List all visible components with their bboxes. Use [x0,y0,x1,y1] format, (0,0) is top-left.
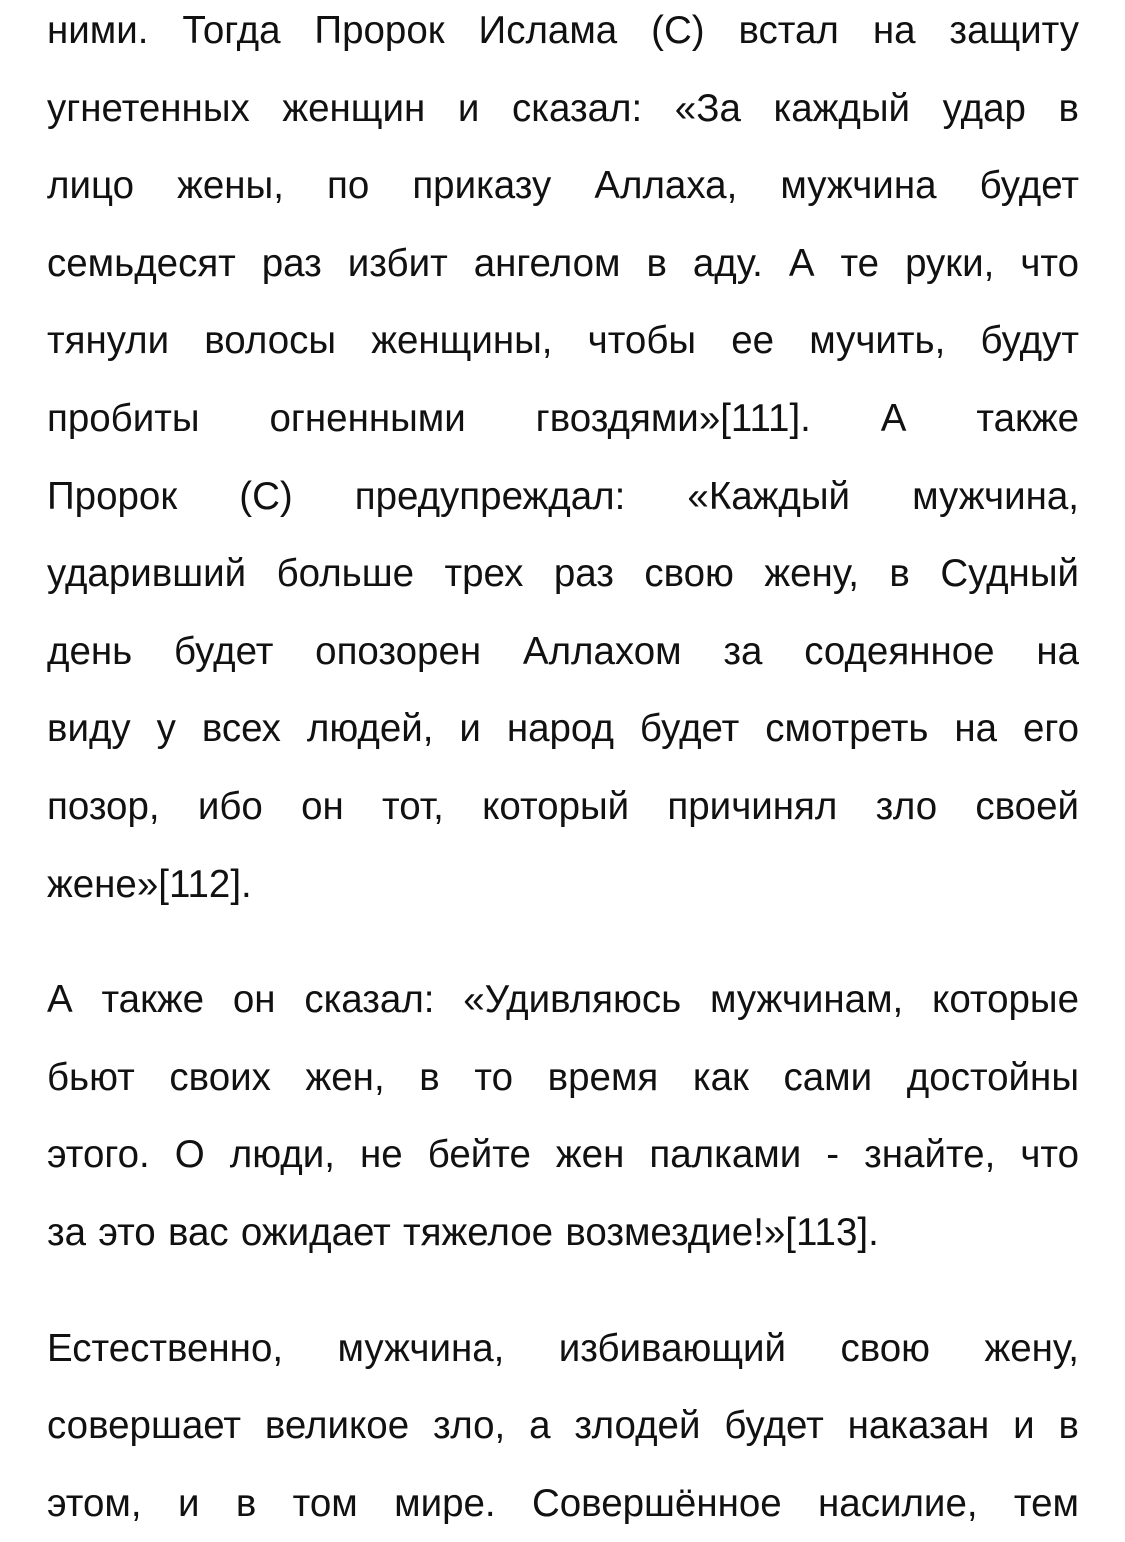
text-line: угнетенных женщин и сказал: «За каждый удар в [47,70,1079,148]
text-line: виду у всех людей, и народ будет смотреть на его [47,690,1079,768]
text-line: совершает великое зло, а злодей будет наказан и в [47,1387,1079,1465]
text-line: ударивший больше трех раз свою жену, в Судный [47,535,1079,613]
text-line: жене»[112]. [47,846,1079,924]
text-line: за это вас ожидает тяжелое возмездие!»[113]. [47,1194,1079,1272]
text-line: Естественно, мужчина, избивающий свою жену, [47,1310,1079,1388]
text-line: Пророк (С) предупреждал: «Каждый мужчина, [47,458,1079,536]
paragraph-3 [47,1310,1079,1542]
text-line: день будет опозорен Аллахом за содеянное на [47,613,1079,691]
text-line: позор, ибо он тот, который причинял зло своей [47,768,1079,846]
text-line: семьдесят раз избит ангелом в аду. А те руки, что [47,225,1079,303]
paragraph-2 [47,961,1079,1271]
text-line: лицо жены, по приказу Аллаха, мужчина будет [47,147,1079,225]
document-page [47,0,1079,1542]
text-line: ними. Тогда Пророк Ислама (С) встал на защиту [47,0,1079,70]
paragraph-1 [47,0,1079,923]
text-line: этом, и в том мире. Совершённое насилие, тем [47,1465,1079,1542]
text-line: пробиты огненными гвоздями»[111]. А также [47,380,1079,458]
text-line: этого. О люди, не бейте жен палками - знайте, что [47,1116,1079,1194]
text-line: А также он сказал: «Удивляюсь мужчинам, которые [47,961,1079,1039]
text-line: тянули волосы женщины, чтобы ее мучить, будут [47,302,1079,380]
text-line: бьют своих жен, в то время как сами достойны [47,1039,1079,1117]
